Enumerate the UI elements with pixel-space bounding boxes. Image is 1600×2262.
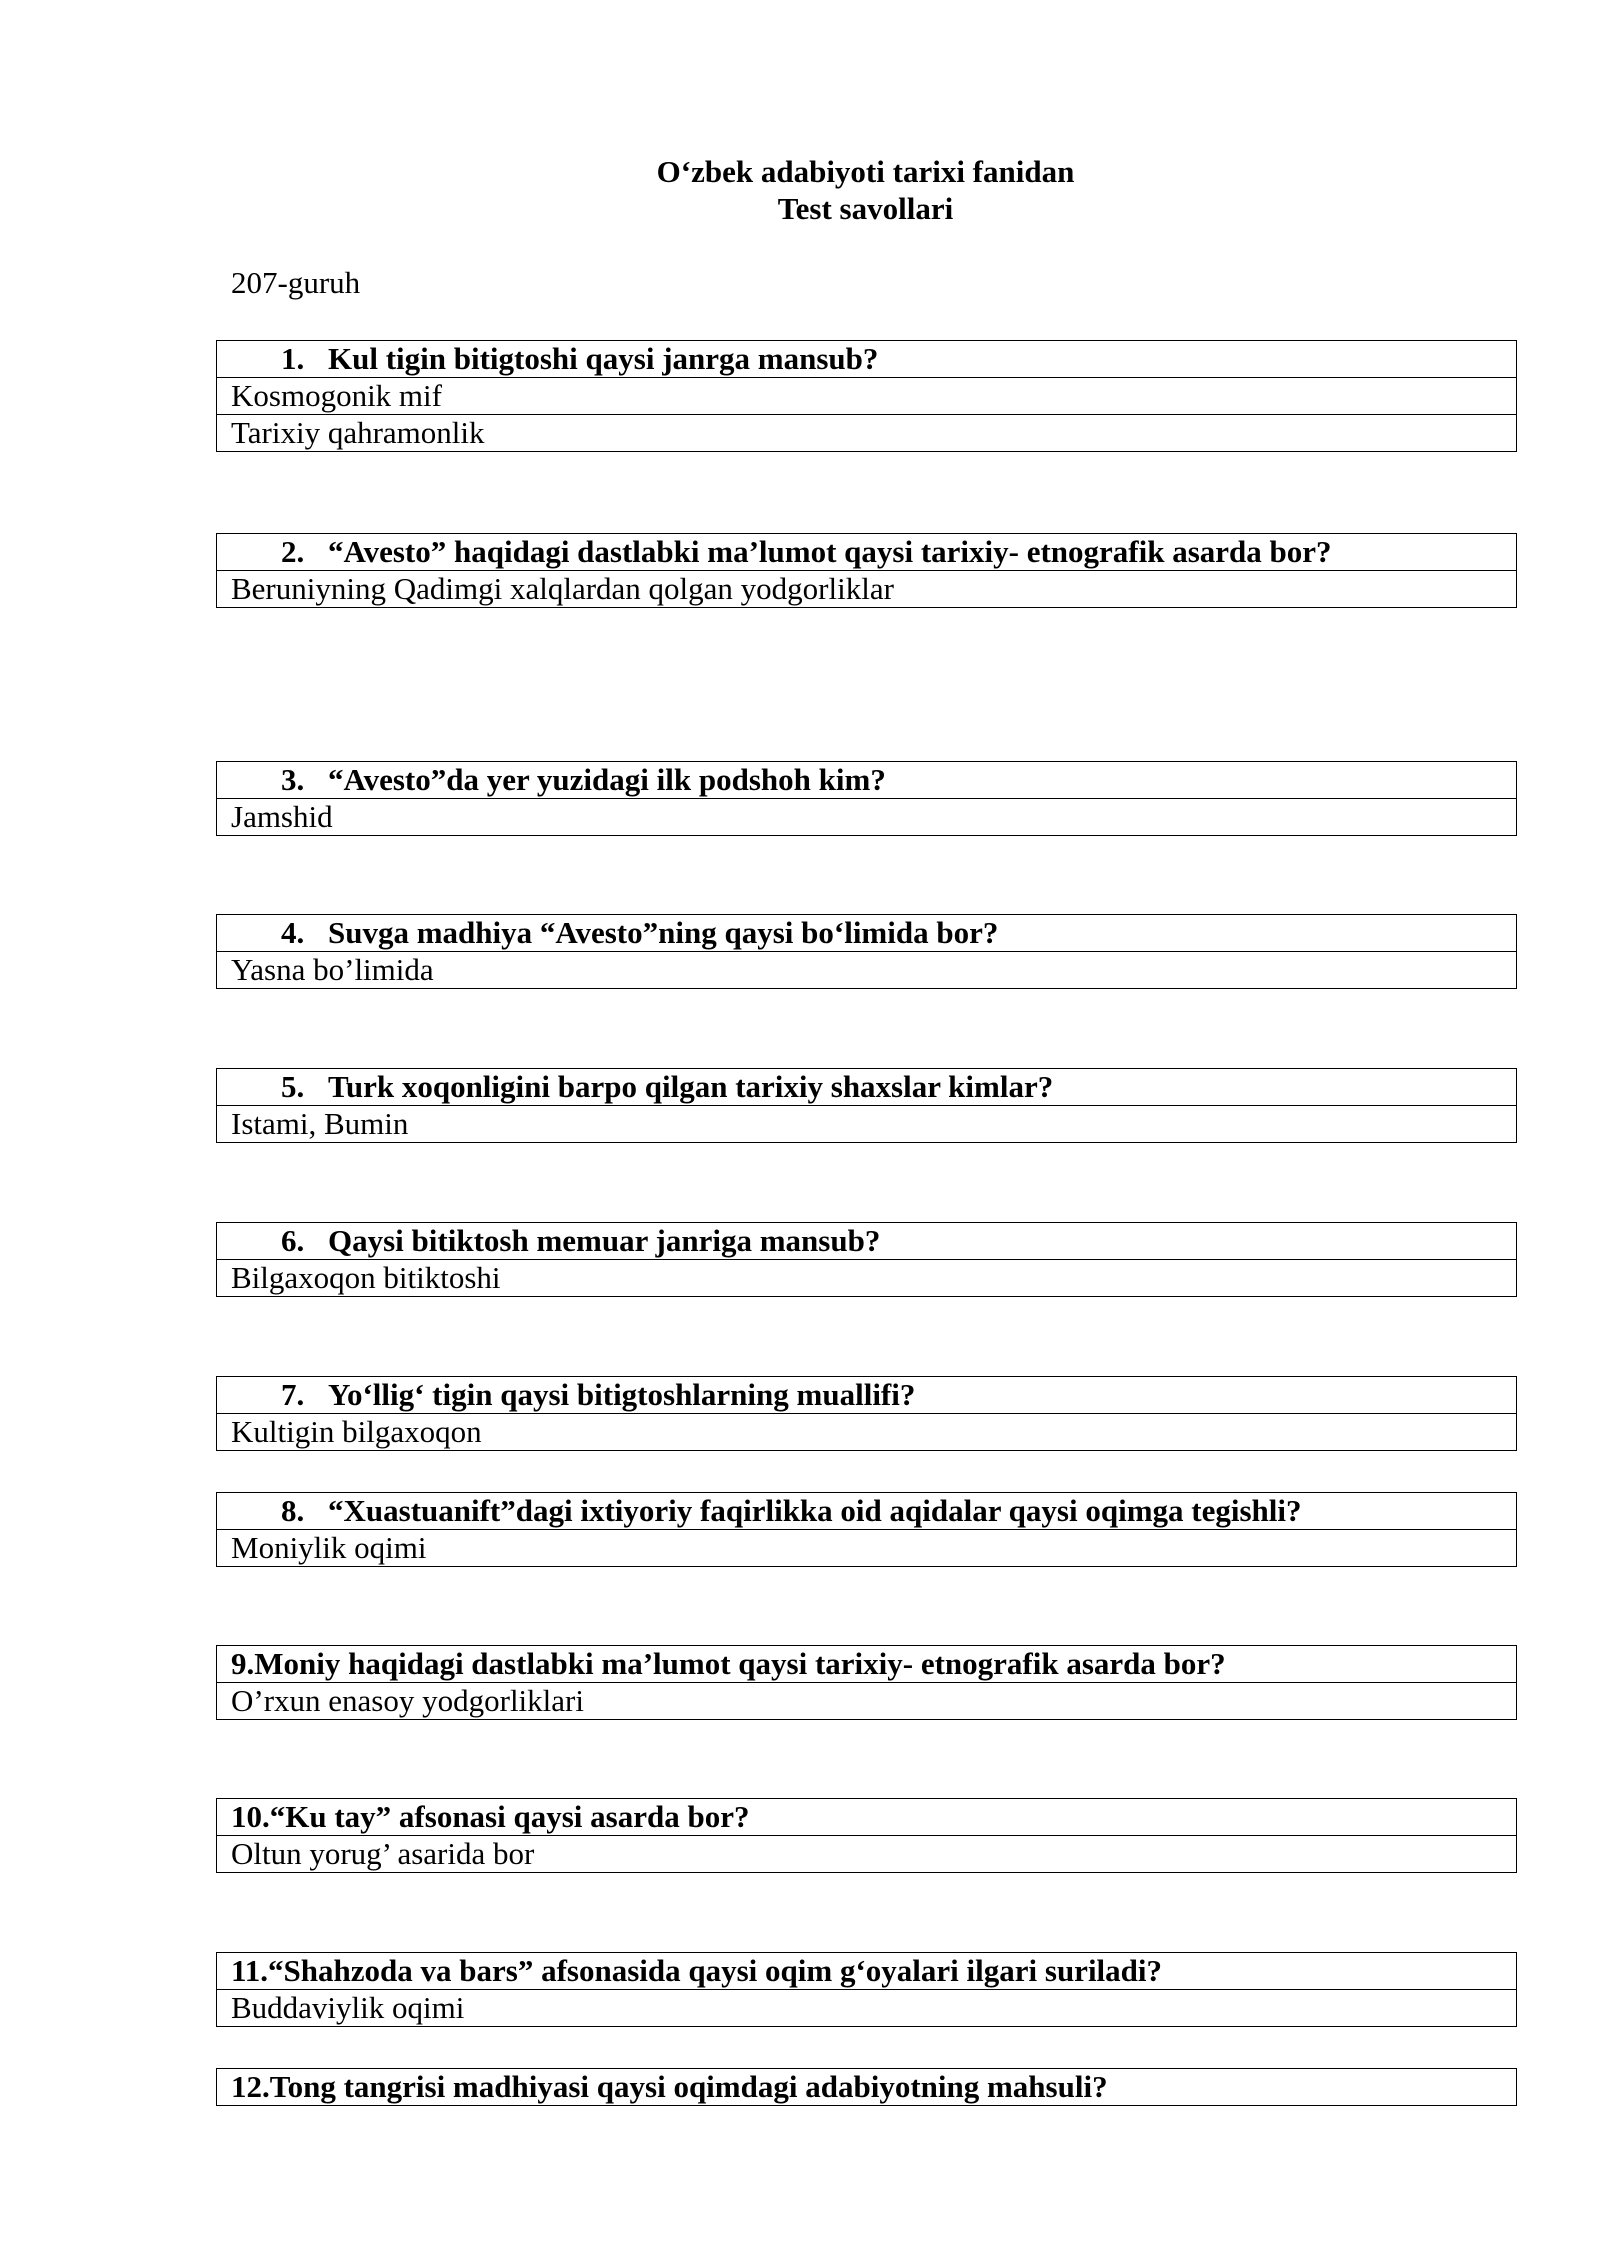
question-text bbox=[217, 341, 1517, 378]
question-row bbox=[217, 534, 1517, 571]
answer-text: Beruniyning Qadimgi xalqlardan qolgan yodgorliklar bbox=[217, 571, 1517, 608]
question-row bbox=[217, 1646, 1517, 1683]
answer-row bbox=[217, 1106, 1517, 1143]
question-table-11 bbox=[216, 1952, 1517, 2027]
answer-row bbox=[217, 1260, 1517, 1297]
answer-row bbox=[217, 1683, 1517, 1720]
answer-row bbox=[217, 378, 1517, 415]
question-row bbox=[217, 1223, 1517, 1260]
answer-text: Moniylik oqimi bbox=[217, 1530, 1517, 1567]
question-number: 1. bbox=[281, 341, 305, 376]
question-text bbox=[217, 762, 1517, 799]
question-text bbox=[217, 1646, 1517, 1683]
question-label: “Avesto”da yer yuzidagi ilk podshoh kim? bbox=[328, 762, 886, 797]
question-text bbox=[217, 2069, 1517, 2106]
question-label: Moniy haqidagi dastlabki ma’lumot qaysi tarixiy- etnografik asarda bor? bbox=[254, 1646, 1226, 1681]
question-label: “Xuastuanift”dagi ixtiyoriy faqirlikka oid aqidalar qaysi oqimga tegishli? bbox=[328, 1493, 1302, 1528]
answer-row bbox=[217, 1414, 1517, 1451]
question-label: Suvga madhiya “Avesto”ning qaysi bo‘limida bor? bbox=[328, 915, 999, 950]
question-text bbox=[217, 1493, 1517, 1530]
answer-row bbox=[217, 571, 1517, 608]
question-number: 10. bbox=[231, 1799, 270, 1834]
answer-row bbox=[217, 799, 1517, 836]
question-table-12 bbox=[216, 2068, 1517, 2106]
question-table-9 bbox=[216, 1645, 1517, 1720]
question-text bbox=[217, 1799, 1517, 1836]
answer-text: O’rxun enasoy yodgorliklari bbox=[217, 1683, 1517, 1720]
question-table-6 bbox=[216, 1222, 1517, 1297]
question-text bbox=[217, 915, 1517, 952]
question-row bbox=[217, 1493, 1517, 1530]
question-row bbox=[217, 1953, 1517, 1990]
question-row bbox=[217, 1377, 1517, 1414]
question-table-8 bbox=[216, 1492, 1517, 1567]
question-text bbox=[217, 534, 1517, 571]
question-number: 5. bbox=[281, 1069, 305, 1104]
question-number: 8. bbox=[281, 1493, 305, 1528]
question-row bbox=[217, 341, 1517, 378]
question-label: “Shahzoda va bars” afsonasida qaysi oqim g‘oyalari ilgari suriladi? bbox=[268, 1953, 1163, 1988]
question-label: Tong tangrisi madhiyasi qaysi oqimdagi adabiyotning mahsuli? bbox=[269, 2069, 1108, 2104]
answer-text: Kultigin bilgaxoqon bbox=[217, 1414, 1517, 1451]
answer-text: Jamshid bbox=[217, 799, 1517, 836]
answer-row bbox=[217, 415, 1517, 452]
answer-text: Bilgaxoqon bitiktoshi bbox=[217, 1260, 1517, 1297]
answer-text: Tarixiy qahramonlik bbox=[217, 415, 1517, 452]
answer-text: Oltun yorug’ asarida bor bbox=[217, 1836, 1517, 1873]
question-table-7 bbox=[216, 1376, 1517, 1451]
answer-row bbox=[217, 1990, 1517, 2027]
answer-text: Buddaviylik oqimi bbox=[217, 1990, 1517, 2027]
document-subtitle: Test savollari bbox=[777, 191, 954, 226]
question-label: Qaysi bitiktosh memuar janriga mansub? bbox=[328, 1223, 881, 1258]
question-number: 6. bbox=[281, 1223, 305, 1258]
question-row bbox=[217, 1799, 1517, 1836]
answer-row bbox=[217, 1530, 1517, 1567]
question-table-5 bbox=[216, 1068, 1517, 1143]
group-label: 207-guruh bbox=[231, 265, 361, 300]
answer-text: Yasna bo’limida bbox=[217, 952, 1517, 989]
question-text bbox=[217, 1953, 1517, 1990]
question-row bbox=[217, 1069, 1517, 1106]
question-label: Turk xoqonligini barpo qilgan tarixiy shaxslar kimlar? bbox=[328, 1069, 1054, 1104]
question-row bbox=[217, 762, 1517, 799]
question-number: 3. bbox=[281, 762, 305, 797]
question-table-1 bbox=[216, 340, 1517, 452]
question-number: 4. bbox=[281, 915, 305, 950]
document-title: O‘zbek adabiyoti tarixi fanidan bbox=[656, 154, 1075, 189]
question-text bbox=[217, 1223, 1517, 1260]
question-text bbox=[217, 1377, 1517, 1414]
question-number: 12. bbox=[231, 2069, 270, 2104]
answer-row bbox=[217, 1836, 1517, 1873]
question-label: Yo‘llig‘ tigin qaysi bitigtoshlarning muallifi? bbox=[328, 1377, 916, 1412]
answer-text: Kosmogonik mif bbox=[217, 378, 1517, 415]
question-row bbox=[217, 2069, 1517, 2106]
question-table-10 bbox=[216, 1798, 1517, 1873]
question-label: Kul tigin bitigtoshi qaysi janrga mansub? bbox=[328, 341, 879, 376]
question-number: 7. bbox=[281, 1377, 305, 1412]
answer-row bbox=[217, 952, 1517, 989]
question-label: “Avesto” haqidagi dastlabki ma’lumot qaysi tarixiy- etnografik asarda bor? bbox=[328, 534, 1332, 569]
question-row bbox=[217, 915, 1517, 952]
answer-text: Istami, Bumin bbox=[217, 1106, 1517, 1143]
question-table-3 bbox=[216, 761, 1517, 836]
question-table-2 bbox=[216, 533, 1517, 608]
question-text bbox=[217, 1069, 1517, 1106]
question-number: 11. bbox=[231, 1953, 269, 1988]
question-number: 9. bbox=[231, 1646, 255, 1681]
question-table-4 bbox=[216, 914, 1517, 989]
question-label: “Ku tay” afsonasi qaysi asarda bor? bbox=[269, 1799, 750, 1834]
question-number: 2. bbox=[281, 534, 305, 569]
